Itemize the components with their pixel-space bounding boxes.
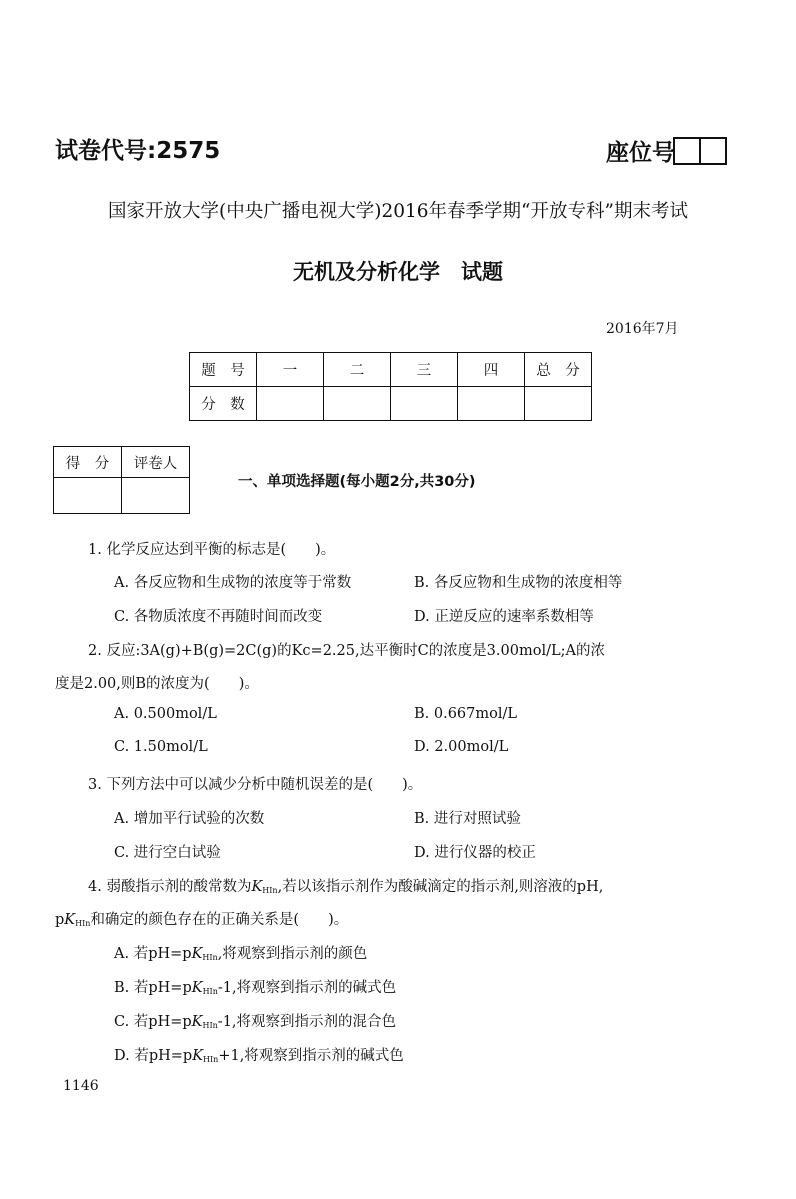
question-3-option-d: D. 进行仪器的校正 (414, 845, 536, 861)
paper-code: 试卷代号:2575 (55, 138, 221, 164)
grader-input-cell[interactable] (122, 478, 190, 514)
question-1-option-d: D. 正逆反应的速率系数相等 (414, 609, 594, 625)
seat-box-1[interactable] (673, 137, 701, 165)
question-2-option-b: B. 0.667mol/L (414, 706, 518, 722)
page-number: 1146 (63, 1078, 99, 1094)
seat-number-field (606, 134, 727, 167)
score-table-cell: 分 数 (190, 387, 257, 421)
grader-table-cell: 得 分 (54, 447, 122, 478)
score-table-score-row (190, 387, 592, 421)
exam-date: 2016年7月 (606, 321, 679, 337)
score-table-cell: 四 (458, 353, 525, 387)
question-1-option-c: C. 各物质浓度不再随时间而改变 (114, 609, 323, 625)
question-3-option-b: B. 进行对照试验 (414, 811, 521, 827)
seat-box-2[interactable] (699, 137, 727, 165)
grader-table (53, 446, 190, 514)
score-table-cell: 一 (257, 353, 324, 387)
grader-table-header-row (54, 447, 190, 478)
question-4-option-b: B. 若$pH=pK_{HIn}-1$,将观察到指示剂的碱式色 (114, 980, 397, 996)
question-4-stem-line2: $pK_{HIn}$和确定的颜色存在的正确关系是( )。 (55, 912, 349, 928)
question-1-stem: 1. 化学反应达到平衡的标志是( )。 (88, 542, 336, 558)
grader-table-body-row (54, 478, 190, 514)
section-title: 一、单项选择题(每小题2分,共30分) (238, 474, 476, 490)
score-table-header-row (190, 353, 592, 387)
question-2-option-c: C. 1.50mol/L (114, 739, 208, 755)
score-table-cell: 题 号 (190, 353, 257, 387)
grader-table-cell: 评卷人 (122, 447, 190, 478)
question-1-option-a: A. 各反应物和生成物的浓度等于常数 (114, 575, 352, 591)
grader-input-cell[interactable] (54, 478, 122, 514)
question-3-stem: 3. 下列方法中可以减少分析中随机误差的是( )。 (88, 777, 423, 793)
exam-title: 国家开放大学(中央广播电视大学)2016年春季学期“开放专科”期末考试 (108, 201, 688, 222)
question-3-option-a: A. 增加平行试验的次数 (114, 811, 265, 827)
score-input-cell[interactable] (458, 387, 525, 421)
score-table-cell: 三 (391, 353, 458, 387)
question-1-option-b: B. 各反应物和生成物的浓度相等 (414, 575, 623, 591)
question-4-option-d: D. 若$pH=pK_{HIn}+1$,将观察到指示剂的碱式色 (114, 1048, 404, 1064)
score-table-cell: 总 分 (525, 353, 592, 387)
score-input-cell[interactable] (391, 387, 458, 421)
question-2-option-d: D. 2.00mol/L (414, 739, 509, 755)
question-3-option-c: C. 进行空白试验 (114, 845, 221, 861)
score-input-cell[interactable] (525, 387, 592, 421)
subject-title: 无机及分析化学 试题 (293, 260, 503, 284)
score-input-cell[interactable] (257, 387, 324, 421)
question-2-stem-line2: 度是2.00,则B的浓度为( )。 (55, 676, 259, 692)
question-4-option-c: C. 若$pH=pK_{HIn}-1$,将观察到指示剂的混合色 (114, 1014, 397, 1030)
question-2-stem-line1: 2. 反应:3A(g)+B(g)=2C(g)的Kc=2.25,达平衡时C的浓度是3.00mol/L;A的浓 (88, 643, 605, 659)
question-2-option-a: A. 0.500mol/L (114, 706, 217, 722)
question-4-option-a: A. 若$pH=pK_{HIn}$,将观察到指示剂的颜色 (114, 946, 368, 962)
question-4-stem-line1: 4. 弱酸指示剂的酸常数为$K_{HIn}$,若以该指示剂作为酸碱滴定的指示剂,则溶液的pH, (88, 879, 604, 895)
score-table (189, 352, 592, 421)
score-table-cell: 二 (324, 353, 391, 387)
seat-label: 座位号 (606, 140, 675, 166)
score-input-cell[interactable] (324, 387, 391, 421)
